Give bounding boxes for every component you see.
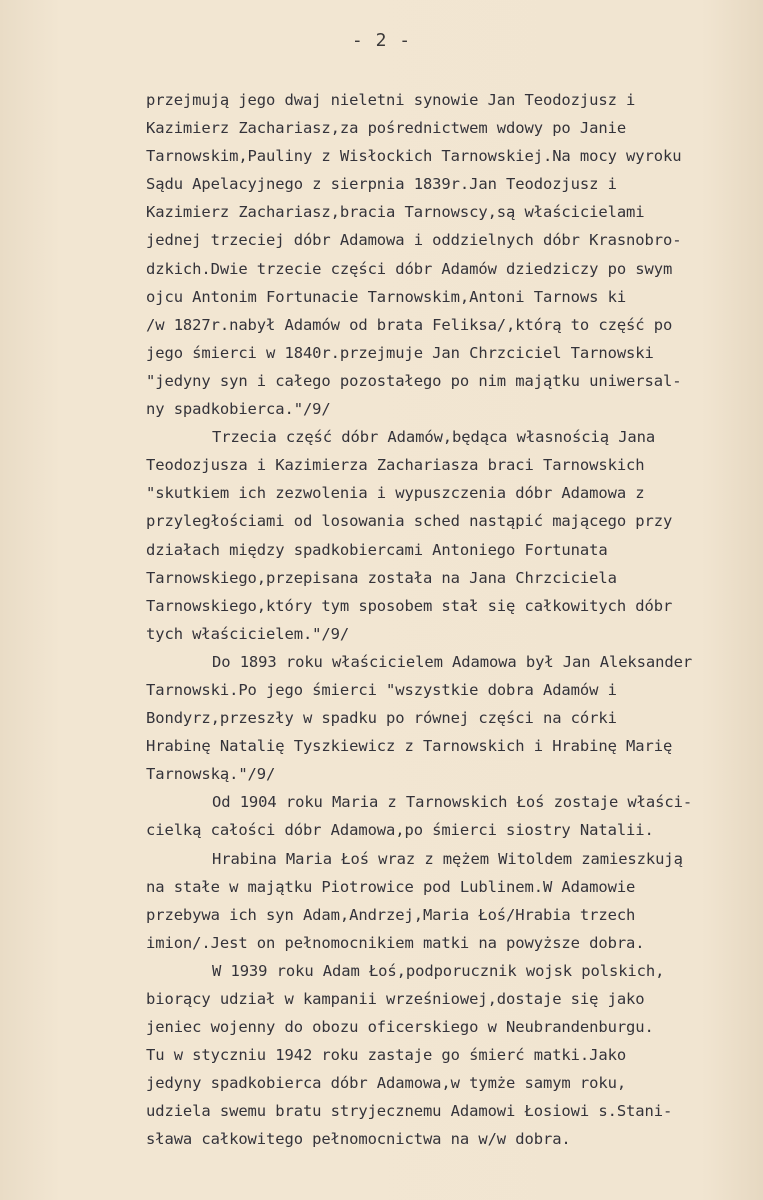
text-line: Tarnowską."/9/ — [146, 765, 276, 784]
text-line: biorący udział w kampanii wrześniowej,dostaje się jako — [146, 990, 645, 1008]
text-line: Kazimierz Zachariasz,za pośrednictwem wdowy po Janie — [146, 119, 627, 138]
text-line: "jedyny syn i całego pozostałego po nim majątku uniwersal- — [146, 371, 682, 390]
text-line: działach między spadkobiercami Antoniego Fortunata — [146, 540, 608, 559]
text-line: udziela swemu bratu stryjecznemu Adamowi Łosiowi s.Stani- — [146, 1102, 673, 1121]
text-line: tych właścicielem."/9/ — [146, 624, 350, 643]
text-line: sława całkowitego pełnomocnictwa na w/w dobra. — [146, 1130, 571, 1149]
text-line: ojcu Antonim Fortunacie Tarnowskim,Antoni Tarnows ki — [146, 287, 627, 306]
text-line: cielką całości dóbr Adamowa,po śmierci siostry Natalii. — [146, 821, 654, 840]
text-line: Tarnowskiego,który tym sposobem stał się całkowitych dóbr — [146, 596, 673, 615]
text-line: Kazimierz Zachariasz,bracia Tarnowscy,są właścicielami — [146, 203, 645, 222]
paragraph-start-line: W 1939 roku Adam Łoś,podporucznik wojsk polskich, — [212, 961, 665, 980]
text-line: Tarnowski.Po jego śmierci "wszystkie dobra Adamów i — [146, 680, 617, 699]
text-line: Tarnowskiego,przepisana została na Jana Chrzciciela — [146, 568, 617, 587]
text-line: Tarnowskim,Pauliny z Wisłockich Tarnowskiej.Na mocy wyroku — [146, 147, 682, 166]
text-line: przebywa ich syn Adam,Andrzej,Maria Łoś/Hrabia trzech — [146, 905, 636, 924]
text-line: Sądu Apelacyjnego z sierpnia 1839r.Jan Teodozjusz i — [146, 175, 617, 194]
text-line: jednej trzeciej dóbr Adamowa i oddzielnych dóbr Krasnobro- — [146, 231, 682, 250]
text-line: jedyny spadkobierca dóbr Adamowa,w tymże samym roku, — [146, 1074, 627, 1093]
paragraph-start-line: Hrabina Maria Łoś wraz z mężem Witoldem zamieszkują — [212, 849, 683, 868]
text-line: przyległościami od losowania sched nastąpić mającego przy — [146, 512, 673, 531]
text-line: przejmują jego dwaj nieletni synowie Jan Teodozjusz i — [146, 91, 636, 109]
text-line: jeniec wojenny do obozu oficerskiego w Neubrandenburgu. — [146, 1018, 654, 1037]
text-line: Teodozjusza i Kazimierza Zachariasza braci Tarnowskich — [146, 456, 645, 475]
page-number: - 2 - — [351, 30, 412, 51]
paragraph-start-line: Trzecia część dóbr Adamów,będąca własnością Jana — [212, 428, 656, 447]
text-line: na stałe w majątku Piotrowice pod Lublinem.W Adamowie — [146, 877, 636, 896]
text-line: Hrabinę Natalię Tyszkiewicz z Tarnowskich i Hrabinę Marię — [146, 737, 673, 756]
text-line: Tu w styczniu 1942 roku zastaje go śmierć matki.Jako — [146, 1046, 627, 1065]
document-body-text — [146, 86, 758, 1154]
paragraph-start-line: Od 1904 roku Maria z Tarnowskich Łoś zostaje właści- — [212, 793, 693, 812]
text-line: Bondyrz,przeszły w spadku po równej części na córki — [146, 709, 617, 728]
text-line: jego śmierci w 1840r.przejmuje Jan Chrzciciel Tarnowski — [146, 343, 654, 362]
text-line: "skutkiem ich zezwolenia i wypuszczenia dóbr Adamowa z — [146, 484, 645, 503]
text-line: dzkich.Dwie trzecie części dóbr Adamów dziedziczy po swym — [146, 259, 673, 278]
text-line: imion/.Jest on pełnomocnikiem matki na powyższe dobra. — [146, 933, 645, 952]
paragraph-start-line: Do 1893 roku właścicielem Adamowa był Jan Aleksander — [212, 652, 693, 671]
text-line: /w 1827r.nabył Adamów od brata Feliksa/,którą to część po — [146, 315, 673, 334]
text-line: ny spadkobierca."/9/ — [146, 400, 331, 419]
